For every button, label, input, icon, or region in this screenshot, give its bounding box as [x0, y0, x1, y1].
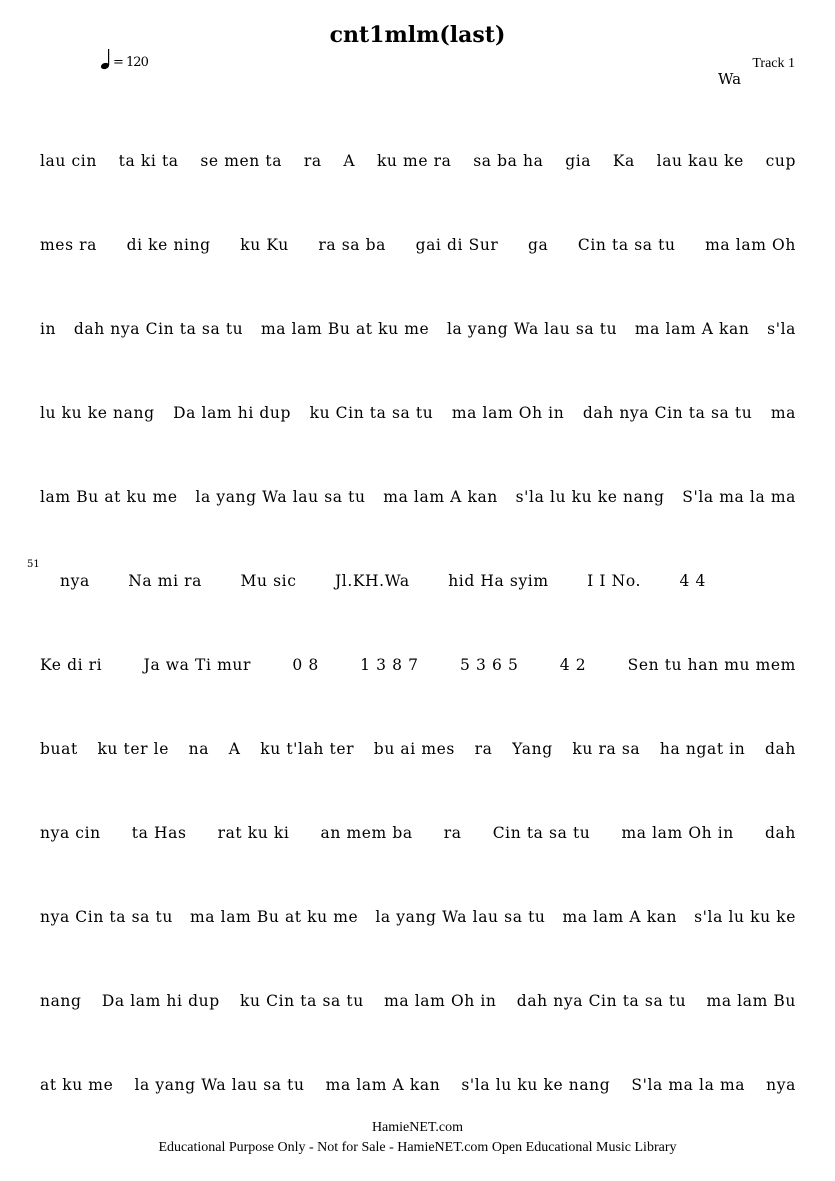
lyric-segment: 4 2: [559, 656, 587, 674]
lyric-segment: in: [40, 320, 57, 338]
lyric-segment: ku me ra: [376, 152, 452, 170]
lyric-line: [40, 740, 796, 758]
lyric-segment: di ke ning: [126, 236, 211, 254]
lyric-segment: ma lam Bu at ku me: [260, 320, 430, 338]
lyric-segment: lau kau ke: [656, 152, 744, 170]
lyric-segment: ra: [474, 740, 493, 758]
lyric-segment: dah: [764, 740, 796, 758]
lyric-segment: S'la ma la ma: [682, 488, 796, 506]
lyric-segment: Na mi ra: [128, 572, 203, 590]
lyric-line: [40, 404, 796, 422]
lyric-line: [60, 572, 740, 590]
lyric-line: [40, 656, 796, 674]
footer-note: Educational Purpose Only - Not for Sale - HamieNET.com Open Educational Music Library: [158, 1140, 677, 1155]
lyric-segment: Mu sic: [240, 572, 297, 590]
lyric-segment: ma lam Oh in: [384, 992, 497, 1010]
lyric-segment: ra: [443, 824, 462, 842]
lyric-segment: at ku me: [40, 1076, 114, 1094]
page-title: cnt1mlm(last): [329, 22, 506, 48]
tempo-marking: [100, 48, 148, 70]
lyric-segment: ma lam A kan: [325, 1076, 441, 1094]
lyric-segment: s'la lu ku ke: [694, 908, 796, 926]
lyric-segment: lam Bu at ku me: [40, 488, 178, 506]
lyric-segment: cup: [765, 152, 796, 170]
lyric-segment: Cin ta sa tu: [577, 236, 676, 254]
lyric-segment: na: [188, 740, 210, 758]
lyric-segment: ha ngat in: [659, 740, 746, 758]
lyric-line: [40, 908, 796, 926]
lyric-segment: mes ra: [40, 236, 98, 254]
lyric-segment: nang: [40, 992, 82, 1010]
pickup-lyric: Wa: [718, 70, 742, 88]
lyric-segment: buat: [40, 740, 78, 758]
lyric-segment: rat ku ki: [217, 824, 290, 842]
lyric-segment: ma lam Oh: [705, 236, 796, 254]
lyric-segment: la yang Wa lau sa tu: [195, 488, 366, 506]
lyric-segment: ga: [527, 236, 549, 254]
lyric-segment: ku Ku: [240, 236, 289, 254]
lyric-segment: la yang Wa lau sa tu: [447, 320, 618, 338]
lyric-segment: Cin ta sa tu: [492, 824, 591, 842]
measure-number: 51: [27, 559, 40, 570]
lyric-segment: ku ra sa: [572, 740, 641, 758]
lyric-line: [40, 824, 796, 842]
footer-site: HamieNET.com: [371, 1120, 464, 1135]
lyric-segment: ma lam A kan: [634, 320, 750, 338]
lyric-segment: la yang Wa lau sa tu: [375, 908, 546, 926]
lyric-segment: ku Cin ta sa tu: [240, 992, 364, 1010]
lyric-line: [40, 488, 796, 506]
lyric-segment: S'la ma la ma: [631, 1076, 746, 1094]
lyric-segment: nya Cin ta sa tu: [40, 908, 173, 926]
lyric-segment: Da lam hi dup: [173, 404, 292, 422]
lyric-segment: I I No.: [587, 572, 642, 590]
lyric-line: [40, 320, 796, 338]
lyric-segment: s'la lu ku ke nang: [461, 1076, 611, 1094]
lyric-segment: ku ter le: [97, 740, 170, 758]
lyric-segment: 4 4: [679, 572, 706, 590]
lyric-segment: dah nya Cin ta sa tu: [73, 320, 244, 338]
lyric-segment: ma lam A kan: [562, 908, 678, 926]
tempo-value: = 120: [113, 55, 148, 70]
lyric-segment: hid Ha syim: [448, 572, 549, 590]
lyric-segment: gia: [565, 152, 592, 170]
lyric-line: [40, 1076, 796, 1094]
lyric-segment: Ja wa Ti mur: [143, 656, 251, 674]
lyric-segment: ma lam Oh in: [621, 824, 734, 842]
lyric-segment: A: [343, 152, 356, 170]
lyric-segment: 5 3 6 5: [459, 656, 519, 674]
lyric-segment: Sen tu han mu mem: [627, 656, 796, 674]
lyric-segment: Ke di ri: [40, 656, 103, 674]
lyric-segment: lu ku ke nang: [40, 404, 155, 422]
lyric-segment: Da lam hi dup: [101, 992, 220, 1010]
lyric-segment: Yang: [512, 740, 553, 758]
quarter-note-icon: [100, 48, 112, 70]
lyric-segment: 1 3 8 7: [360, 656, 419, 674]
lyric-segment: ku t'lah ter: [260, 740, 355, 758]
lyric-segment: ra: [303, 152, 322, 170]
lyric-segment: sa ba ha: [473, 152, 544, 170]
lyric-segment: dah: [764, 824, 796, 842]
lyric-segment: ma lam Oh in: [451, 404, 565, 422]
lyric-segment: 0 8: [292, 656, 319, 674]
lyric-segment: ku Cin ta sa tu: [309, 404, 434, 422]
lyric-segment: ra sa ba: [318, 236, 387, 254]
lyric-segment: dah nya Cin ta sa tu: [516, 992, 687, 1010]
track-label: Track 1: [752, 56, 795, 71]
lyric-segment: nya: [60, 572, 90, 590]
lyric-line: [40, 152, 796, 170]
lyric-segment: ma lam Bu: [706, 992, 796, 1010]
lyric-segment: s'la: [767, 320, 796, 338]
lyric-segment: ma lam Bu at ku me: [189, 908, 359, 926]
lyric-segment: bu ai mes: [373, 740, 455, 758]
lyric-segment: dah nya Cin ta sa tu: [582, 404, 753, 422]
lyric-segment: ma: [770, 404, 796, 422]
lyric-segment: gai di Sur: [415, 236, 499, 254]
lyric-segment: ma lam A kan: [383, 488, 498, 506]
lyric-segment: Ka: [612, 152, 635, 170]
lyric-segment: Jl.KH.Wa: [334, 572, 410, 590]
lyric-segment: ta Has: [131, 824, 187, 842]
lyric-segment: nya: [766, 1076, 796, 1094]
lyric-segment: an mem ba: [320, 824, 413, 842]
lyric-segment: s'la lu ku ke nang: [515, 488, 665, 506]
lyric-segment: A: [228, 740, 241, 758]
lyric-segment: nya cin: [40, 824, 101, 842]
lyric-segment: la yang Wa lau sa tu: [134, 1076, 305, 1094]
lyric-line: [40, 236, 796, 254]
lyric-segment: ta ki ta: [118, 152, 179, 170]
lyric-line: [40, 992, 796, 1010]
lyric-segment: se men ta: [200, 152, 283, 170]
lyric-segment: lau cin: [40, 152, 97, 170]
